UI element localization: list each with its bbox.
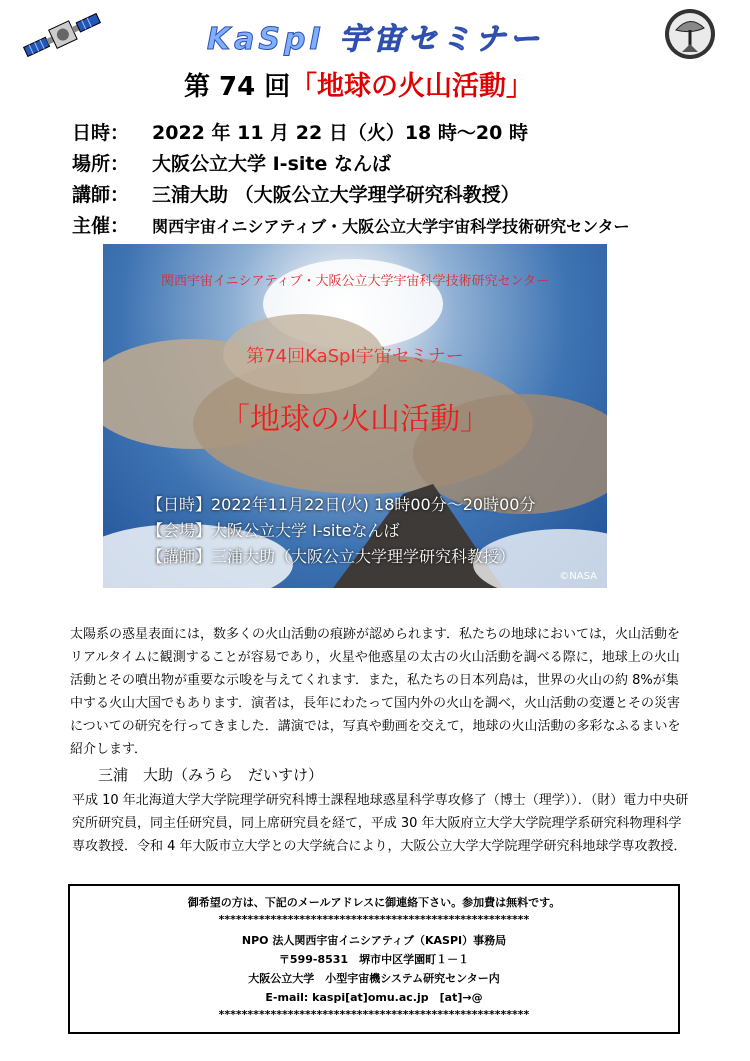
poster-venue: 【会場】大阪公立大学 I-siteなんば	[147, 521, 400, 540]
lecturer-name: 三浦 大助（みうら だいすけ）	[98, 766, 324, 784]
volcano-poster-image	[103, 244, 607, 588]
info-label: 主催：	[72, 215, 130, 237]
poster-title: 「地球の火山活動」	[220, 402, 490, 437]
info-label: 日時：	[72, 122, 130, 144]
seminar-number: 第 74 回	[184, 72, 291, 102]
poster-date: 【日時】2022年11月22日(火) 18時00分〜20時00分	[147, 495, 536, 514]
contact-center: 大阪公立大学 小型宇宙機システム研究センター内	[248, 972, 500, 985]
info-value: 三浦大助 （大阪公立大学理学研究科教授）	[152, 184, 520, 206]
contact-address: 〒599-8531 堺市中区学園町１－１	[278, 953, 470, 966]
seminar-title: 「地球の火山活動」	[290, 71, 533, 102]
contact-separator: ******************************************************	[218, 1008, 530, 1021]
contact-office: NPO 法人関西宇宙イニシアティブ（KASPI）事務局	[241, 934, 507, 947]
info-row-lecturer	[72, 180, 520, 207]
info-value: 大阪公立大学 I-site なんば	[152, 153, 391, 175]
lecturer-bio: 平成 10 年北海道大学大学院理学研究科博士課程地球惑星科学専攻修了（博士（理学））．（財）電力中央研究所研究員，同主任研究員，同上席研究員を経て，平成 30 年大阪府立大学大学院理学系研究科物理科学専攻教授．令和 4 年大阪市立大学との大学統合により，大阪公立大学大学院理学研究科地球学専攻教授．	[72, 793, 689, 854]
info-value: 2022 年 11 月 22 日（火）18 時〜20 時	[152, 122, 528, 144]
contact-box	[68, 884, 680, 1034]
info-row-date	[72, 118, 528, 145]
poster-organizer: 関西宇宙イニシアティブ・大阪公立大学宇宙科学技術研究センター	[161, 274, 549, 289]
info-row-organizer	[72, 211, 629, 238]
description-text: 太陽系の惑星表面には，数多くの火山活動の痕跡が認められます．私たちの地球においては，火山活動をリアルタイムに観測することが容易であり，火星や他惑星の太古の火山活動を調べる際に，地球上の火山活動とその噴出物が重要な示唆を与えてくれます．また，私たちの日本列島は，世界の火山の約 8%が集中する火山大国でもあります．演者は，長年にわたって国内外の火山を調べ，火山活動の変遷とその災害についての研究を行ってきました．講演では，写真や動画を交えて，地球の火山活動の多彩なふるまいを紹介します．	[70, 627, 681, 757]
contact-separator: ******************************************************	[218, 913, 530, 926]
photo-credit: ©NASA	[559, 571, 597, 582]
info-label: 講師：	[72, 184, 130, 206]
info-row-venue	[72, 149, 391, 176]
contact-notice: 御希望の方は、下記のメールアドレスに御連絡下さい。参加費は無料です。	[187, 896, 561, 909]
contact-email[interactable]: E-mail: kaspi[at]omu.ac.jp [at]→@	[265, 991, 483, 1004]
info-value: 関西宇宙イニシアティブ・大阪公立大学宇宙科学技術研究センター	[152, 217, 630, 236]
poster-lecturer: 【講師】三浦大助（大阪公立大学理学研究科教授）	[147, 547, 516, 566]
poster-seminar: 第74回KaSpI宇宙セミナー	[246, 346, 464, 367]
series-title: KaSpI 宇宙セミナー	[206, 22, 544, 57]
info-label: 場所：	[72, 153, 130, 175]
